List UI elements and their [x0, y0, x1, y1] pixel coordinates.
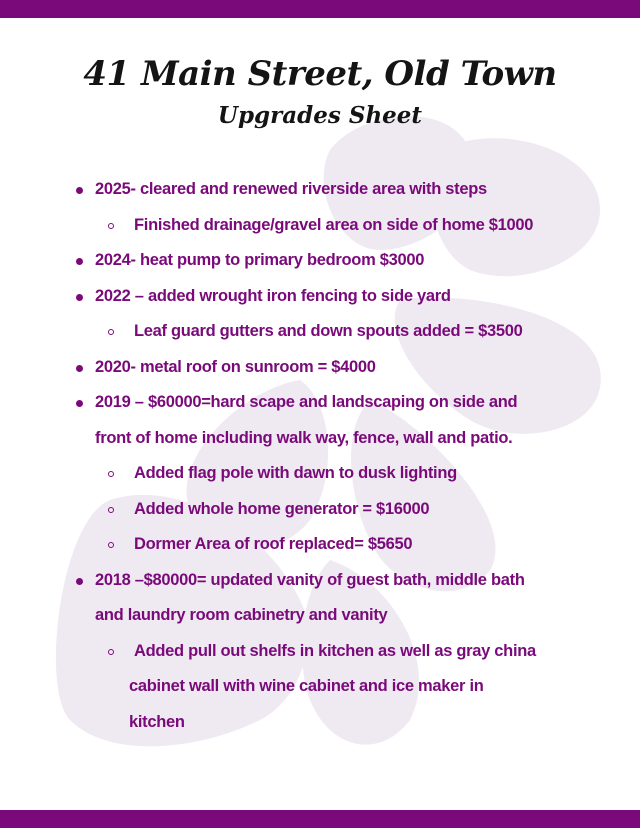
circle-bullet-icon: [108, 542, 114, 548]
circle-bullet-icon: [108, 329, 114, 335]
disc-bullet-icon: [76, 258, 83, 265]
disc-bullet-icon: [76, 365, 83, 372]
list-item-text: 2022 – added wrought iron fencing to side yard: [95, 286, 451, 305]
bottom-border-bar: [0, 810, 640, 828]
sub-list-item-text: Added whole home generator = $16000: [134, 499, 430, 518]
sub-list-item-text: Added pull out shelfs in kitchen as well as gray china: [134, 641, 536, 660]
page-subtitle: Upgrades Sheet: [217, 102, 423, 129]
header: [0, 50, 640, 132]
list-item-text: and laundry room cabinetry and vanity: [95, 606, 388, 624]
disc-bullet-icon: [76, 578, 83, 585]
list-item-text: front of home including walk way, fence, wall and patio.: [95, 428, 513, 447]
circle-bullet-icon: [108, 223, 114, 229]
disc-bullet-icon: [76, 294, 83, 301]
sub-list-item-text: Leaf guard gutters and down spouts added = $3500: [134, 322, 523, 340]
sub-list-item-text: Dormer Area of roof replaced= $5650: [134, 535, 413, 553]
list-item-text: 2025- cleared and renewed riverside area with steps: [95, 180, 487, 198]
disc-bullet-icon: [76, 187, 83, 194]
list-item-text: 2018 –$80000= updated vanity of guest bath, middle bath: [95, 570, 525, 589]
sub-list-item-text: cabinet wall with wine cabinet and ice maker in: [129, 677, 484, 695]
list-item-text: 2020- metal roof on sunroom = $4000: [95, 357, 376, 376]
sub-list-item-text: kitchen: [129, 712, 185, 731]
circle-bullet-icon: [108, 507, 114, 513]
sub-list-item-text: Finished drainage/gravel area on side of home $1000: [134, 215, 534, 234]
circle-bullet-icon: [108, 649, 114, 655]
circle-bullet-icon: [108, 471, 114, 477]
disc-bullet-icon: [76, 400, 83, 407]
page-title: 41 Main Street, Old Town: [83, 54, 557, 94]
list-item-text: 2019 – $60000=hard scape and landscaping on side and: [95, 393, 518, 411]
sub-list-item-text: Added flag pole with dawn to dusk lighting: [134, 464, 457, 482]
list-item-text: 2024- heat pump to primary bedroom $3000: [95, 251, 425, 269]
